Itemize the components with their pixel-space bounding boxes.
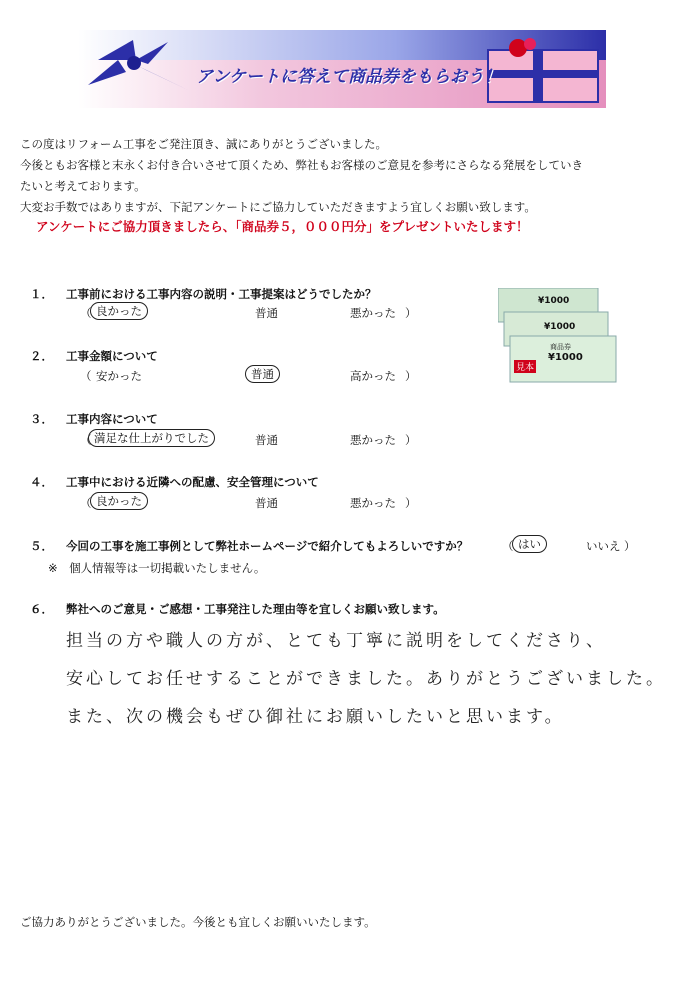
q6-answer-line-1: 担当の方や職人の方が、とても丁寧に説明をしてくださり、 xyxy=(66,631,606,651)
gift-voucher-image xyxy=(498,288,618,388)
q4-option-good[interactable] xyxy=(90,493,148,509)
q2-open-paren: （ xyxy=(80,369,92,383)
intro-line-4: 大変お手数ではありますが、下記アンケートにご協力していただきますよう宜しくお願い致します。 xyxy=(20,200,536,214)
q4-open-paren: （ xyxy=(80,496,92,510)
q2-text: 工事金額について xyxy=(66,349,158,363)
q2-option-cheap[interactable]: 安かった xyxy=(96,369,142,383)
intro-line-2: 今後ともお客様と末永くお付き合いさせて頂くため、弊社もお客様のご意見を参考にさらなる発展をしていき xyxy=(20,158,584,172)
q2-option-normal-label: 普通 xyxy=(245,365,280,383)
q5-number: ５． xyxy=(30,539,53,553)
q2-option-normal[interactable] xyxy=(245,366,280,382)
q6-number: ６． xyxy=(30,602,53,616)
q5-option-yes[interactable] xyxy=(512,536,547,552)
q1-option-normal[interactable]: 普通 xyxy=(255,306,278,320)
q1-close-paren: ） xyxy=(405,306,417,320)
voucher-amount-2: ¥1000 xyxy=(544,322,576,332)
q2-close-paren: ） xyxy=(405,369,417,383)
q5-close-paren: ） xyxy=(624,539,636,553)
q2-option-expensive[interactable]: 高かった xyxy=(350,369,396,383)
header-banner xyxy=(78,30,606,108)
q4-close-paren: ） xyxy=(405,496,417,510)
q3-option-satisfied-label: 満足な仕上がりでした xyxy=(88,429,215,447)
q1-open-paren: （ xyxy=(80,306,92,320)
q1-option-bad[interactable]: 悪かった xyxy=(350,306,396,320)
q3-text: 工事内容について xyxy=(66,412,158,426)
q4-option-bad[interactable]: 悪かった xyxy=(350,496,396,510)
q5-note: ※ 個人情報等は一切掲載いたしません。 xyxy=(48,561,266,575)
q4-option-good-label: 良かった xyxy=(90,492,148,510)
q1-option-good-label: 良かった xyxy=(90,302,148,320)
voucher-amount-3: ¥1000 xyxy=(548,352,583,363)
q5-option-yes-label: はい xyxy=(512,535,547,553)
q1-text: 工事前における工事内容の説明・工事提案はどうでしたか？ xyxy=(66,287,377,301)
present-notice: アンケートにご協力頂きましたら、「商品券５，０００円分」をプレゼントいたします！ xyxy=(36,219,529,234)
q3-number: ３． xyxy=(30,412,53,426)
q1-option-good[interactable] xyxy=(90,303,148,319)
q1-number: １． xyxy=(30,287,53,301)
q4-number: ４． xyxy=(30,475,53,489)
banner-title: アンケートに答えて商品券をもらおう！ xyxy=(196,67,501,87)
q3-option-bad[interactable]: 悪かった xyxy=(350,433,396,447)
q5-text: 今回の工事を施工事例として弊社ホームページで紹介してもよろしいですか？ xyxy=(66,539,469,553)
q5-option-no[interactable]: いいえ xyxy=(586,539,621,553)
intro-line-3: たいと考えております。 xyxy=(20,179,146,193)
q4-option-normal[interactable]: 普通 xyxy=(255,496,278,510)
voucher-label: 商品券 xyxy=(550,343,571,351)
q6-answer-line-3: また、次の機会もぜひ御社にお願いしたいと思います。 xyxy=(66,707,565,727)
q6-text: 弊社へのご意見・ご感想・工事発注した理由等を宜しくお願い致します。 xyxy=(66,602,445,616)
sample-stamp: 見本 xyxy=(514,360,536,373)
intro-line-1: この度はリフォーム工事をご発注頂き、誠にありがとうございました。 xyxy=(20,137,387,151)
q3-open-paren: （ xyxy=(80,433,92,447)
q3-option-normal[interactable]: 普通 xyxy=(255,433,278,447)
q3-close-paren: ） xyxy=(405,433,417,447)
q5-open-paren: （ xyxy=(502,539,514,553)
voucher-amount-1: ¥1000 xyxy=(538,296,570,306)
q4-text: 工事中における近隣への配慮、安全管理について xyxy=(66,475,319,489)
q3-option-satisfied[interactable] xyxy=(88,430,215,446)
footer-thanks: ご協力ありがとうございました。今後とも宜しくお願いいたします。 xyxy=(20,915,376,929)
q2-number: ２． xyxy=(30,349,53,363)
q6-answer-line-2: 安心してお任せすることができました。ありがとうございました。 xyxy=(66,669,666,689)
